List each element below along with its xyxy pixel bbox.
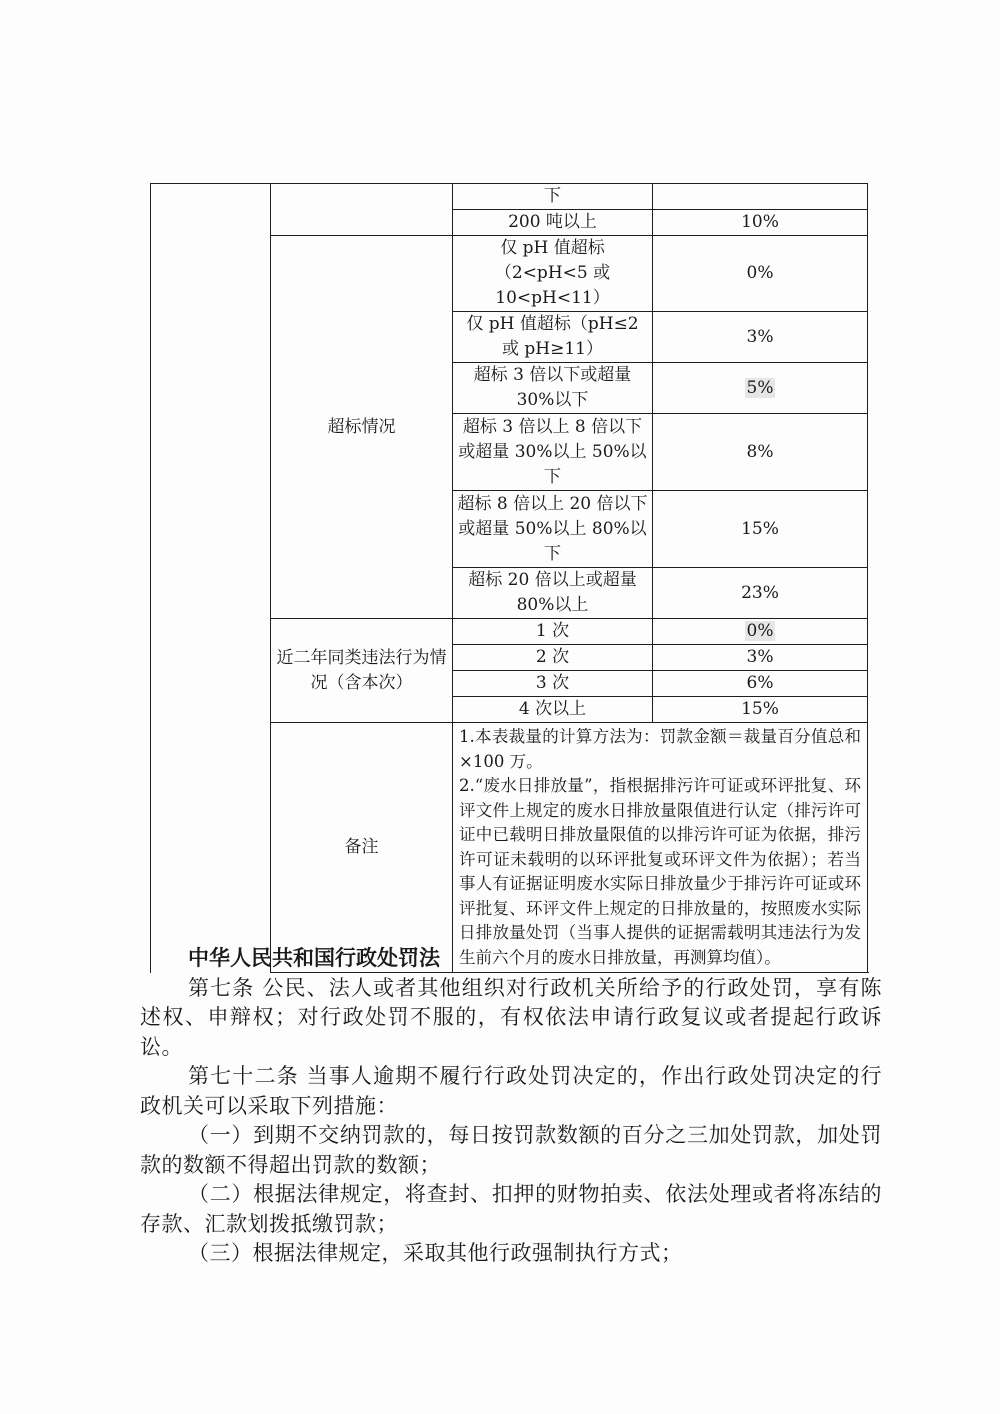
condition-cell: 2 次: [453, 645, 653, 671]
law-paragraph: 第七十二条 当事人逾期不履行行政处罚决定的，作出行政处罚决定的行政机关可以采取下列措施：: [140, 1064, 882, 1118]
percent-cell: 15%: [653, 491, 868, 568]
repeat-group-label: 近二年同类违法行为情况（含本次）: [271, 619, 453, 723]
exceed-group-label: 超标情况: [271, 236, 453, 619]
table-row: [151, 184, 868, 210]
condition-cell: 仅 pH 值超标（pH≤2 或 pH≥11）: [453, 312, 653, 363]
law-excerpt: [140, 944, 882, 1269]
percent-cell: [653, 184, 868, 210]
condition-cell: 3 次: [453, 671, 653, 697]
law-paragraph: （二）根据法律规定，将查封、扣押的财物拍卖、依法处理或者将冻结的存款、汇款划拨抵缴罚款；: [140, 1182, 882, 1236]
percent-cell: 8%: [653, 414, 868, 491]
subcategory-cell-continued: [271, 184, 453, 236]
condition-cell: 超标 3 倍以下或超量 30%以下: [453, 363, 653, 414]
percent-cell: 23%: [653, 568, 868, 619]
notes-content: [453, 723, 868, 973]
percent-cell: [653, 619, 868, 645]
condition-cell: 仅 pH 值超标（2<pH<5 或 10<pH<11）: [453, 236, 653, 312]
condition-cell: 200 吨以上: [453, 210, 653, 236]
condition-cell: 超标 8 倍以上 20 倍以下或超量 50%以上 80%以下: [453, 491, 653, 568]
law-title: 中华人民共和国行政处罚法: [188, 946, 440, 970]
condition-cell: 超标 3 倍以上 8 倍以下或超量 30%以上 50%以下: [453, 414, 653, 491]
note-item-2: 2.“废水日排放量”，指根据排污许可证或环评批复、环评文件上规定的废水日排放量限值进行认定（排污许可证中已载明日排放量限值的以排污许可证为依据，排污许可证未载明的以环评批复或环评文件为依据）；若当事人有证据证明废水实际日排放量少于排污许可证或环评批复、环评文件上规定的日排放量的，按照废水实际日排放量处罚（当事人提供的证据需载明其违法行为发生前六个月的废水日排放量，再测算均值）。: [459, 776, 861, 967]
percent-cell: 3%: [653, 645, 868, 671]
percent-cell: [653, 363, 868, 414]
percent-value: 5%: [746, 377, 774, 398]
condition-cell: 下: [453, 184, 653, 210]
law-paragraph: 第七条 公民、法人或者其他组织对行政机关所给予的行政处罚，享有陈述权、申辩权；对行政处罚不服的，有权依法申请行政复议或者提起行政诉讼。: [140, 975, 882, 1059]
law-paragraph: （三）根据法律规定，采取其他行政强制执行方式；: [188, 1241, 683, 1265]
note-item-1: 1.本表裁量的计算方法为：罚款金额＝裁量百分值总和×100 万。: [459, 727, 861, 771]
percent-value: 0%: [746, 621, 774, 641]
percent-cell: 6%: [653, 671, 868, 697]
percent-cell: 15%: [653, 697, 868, 723]
condition-cell: 1 次: [453, 619, 653, 645]
category-cell-continued: [151, 184, 271, 973]
notes-label: 备注: [271, 723, 453, 973]
law-paragraph: （一）到期不交纳罚款的，每日按罚款数额的百分之三加处罚款，加处罚款的数额不得超出罚款的数额；: [140, 1123, 882, 1177]
percent-cell: 3%: [653, 312, 868, 363]
penalty-discretion-table: [150, 183, 868, 973]
percent-cell: 10%: [653, 210, 868, 236]
condition-cell: 4 次以上: [453, 697, 653, 723]
percent-cell: 0%: [653, 236, 868, 312]
condition-cell: 超标 20 倍以上或超量 80%以上: [453, 568, 653, 619]
